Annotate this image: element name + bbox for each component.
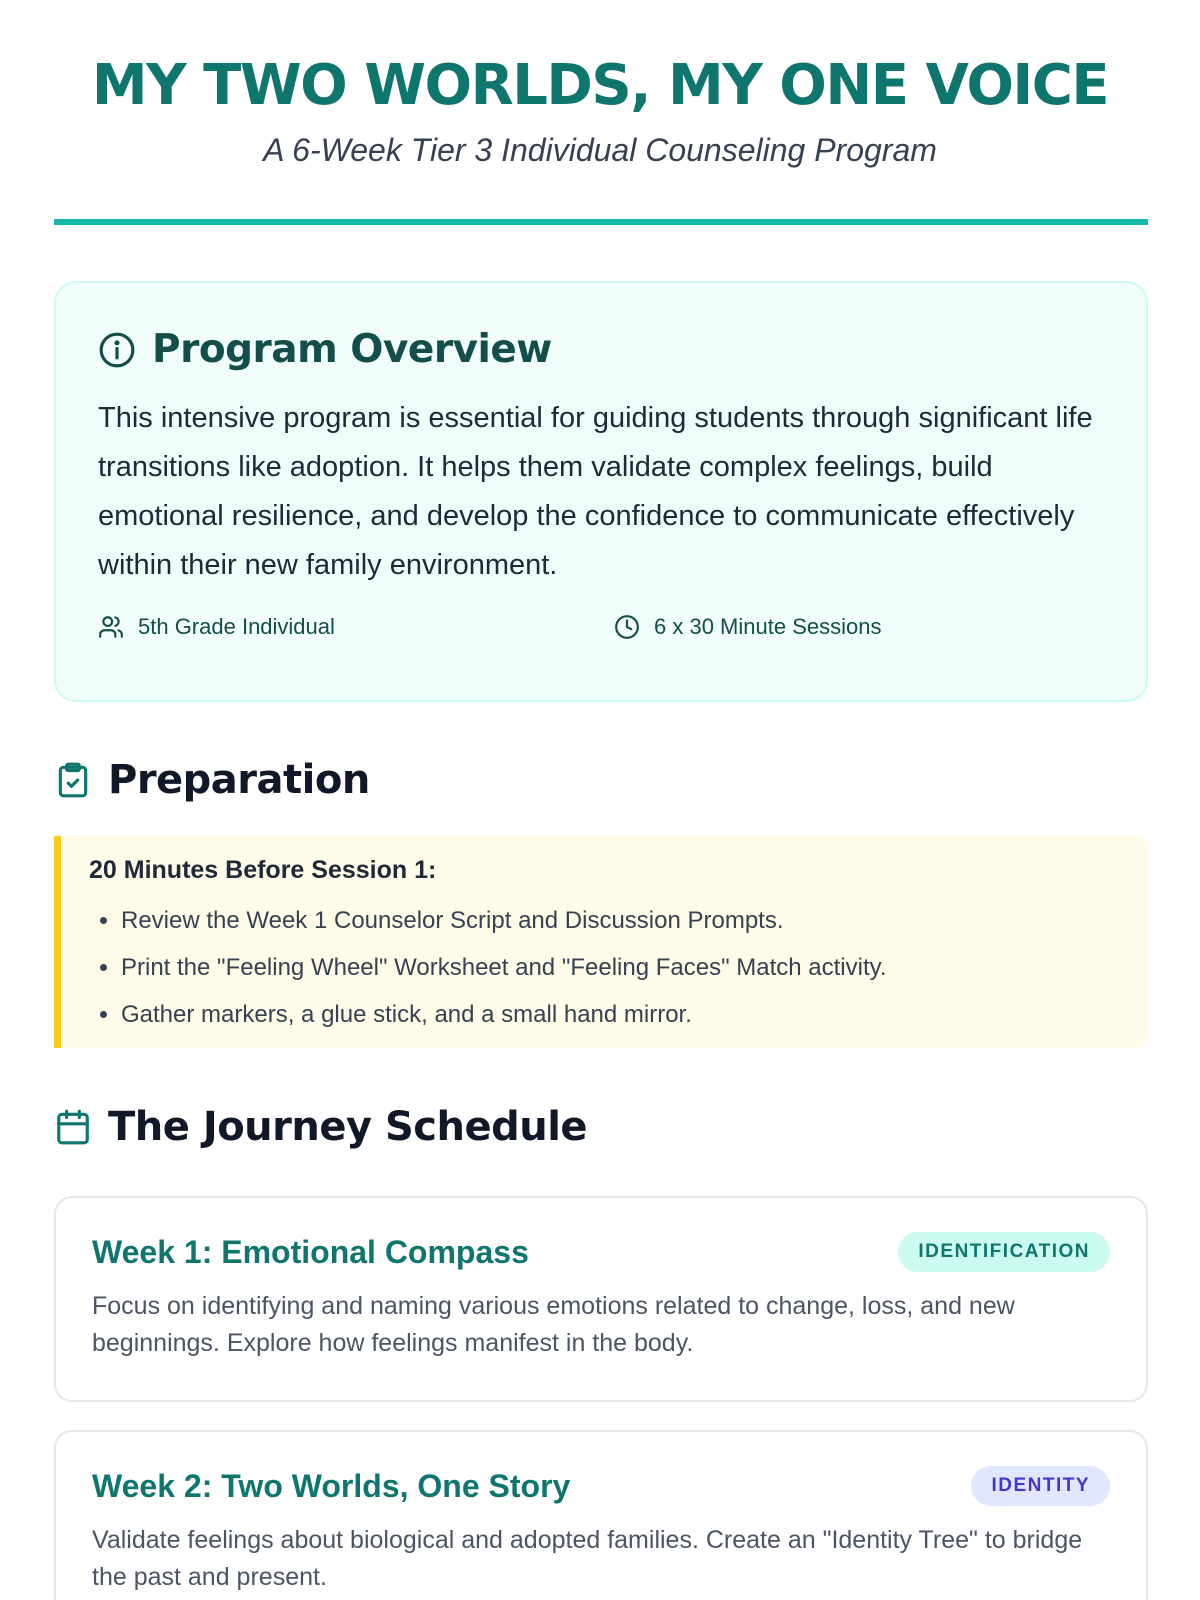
clipboard-check-icon xyxy=(54,761,92,799)
week-badge: IDENTITY xyxy=(971,1466,1110,1506)
week-title: Week 2: Two Worlds, One Story xyxy=(92,1467,571,1504)
week-card xyxy=(54,1196,1148,1402)
audience-label: 5th Grade Individual xyxy=(138,614,335,639)
week-title: Week 1: Emotional Compass xyxy=(92,1233,529,1270)
week-description: Validate feelings about biological and adopted families. Create an "Identity Tree" to bridge the past and present. xyxy=(92,1526,1083,1591)
header xyxy=(0,0,1200,169)
program-overview-card xyxy=(54,281,1148,702)
clock-icon xyxy=(614,614,640,640)
page-subtitle: A 6-Week Tier 3 Individual Counseling Program xyxy=(263,132,937,168)
week-badge: IDENTIFICATION xyxy=(898,1232,1110,1272)
overview-title: Program Overview xyxy=(152,327,552,372)
sessions-label: 6 x 30 Minute Sessions xyxy=(654,614,882,639)
preparation-list xyxy=(89,897,1118,1038)
preparation-title: Preparation xyxy=(108,757,370,803)
week-card xyxy=(54,1430,1148,1600)
header-divider xyxy=(54,219,1148,225)
overview-description: This intensive program is essential for guiding students through significant life transitions like adoption. It helps them validate complex feelings, build emotional resilience, and develop the confidence to communicate effectively within their new family environment. xyxy=(98,402,1093,581)
list-item: • Review the Week 1 Counselor Script and Discussion Prompts. xyxy=(121,897,1118,944)
schedule-heading xyxy=(54,1104,587,1150)
sessions-info xyxy=(614,614,881,640)
info-icon xyxy=(98,331,136,369)
preparation-subheading: 20 Minutes Before Session 1: xyxy=(89,856,437,884)
schedule-title: The Journey Schedule xyxy=(108,1104,588,1150)
users-icon xyxy=(98,614,124,640)
list-item: • Gather markers, a glue stick, and a small hand mirror. xyxy=(121,991,1118,1038)
week-description: Focus on identifying and naming various emotions related to change, loss, and new beginnings. Explore how feelings manifest in the body. xyxy=(92,1292,1015,1357)
preparation-box xyxy=(54,836,1148,1048)
list-item: • Print the "Feeling Wheel" Worksheet and "Feeling Faces" Match activity. xyxy=(121,944,1118,991)
calendar-icon xyxy=(54,1108,92,1146)
audience-info xyxy=(98,614,614,640)
page-title: MY TWO WORLDS, MY ONE VOICE xyxy=(91,53,1109,118)
preparation-heading xyxy=(54,757,370,803)
